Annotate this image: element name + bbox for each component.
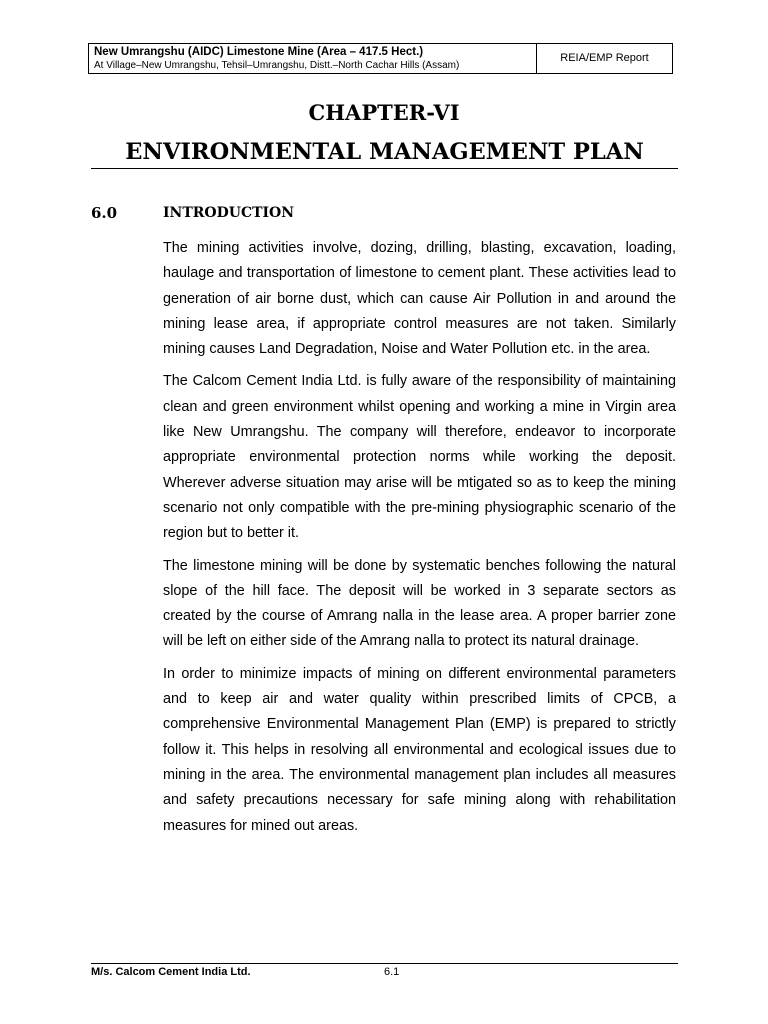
title-divider bbox=[91, 168, 678, 169]
chapter-label: CHAPTER-VI bbox=[308, 100, 460, 125]
paragraph: The mining activities involve, dozing, drilling, blasting, excavation, loading, haulage and transportation of limestone to cement plant. These activities lead to generation of air borne dust, which can cause Air Pollution in and around the mining lease area, if appropriate control measures are not taken. Similarly mining causes Land Degradation, Noise and Water Pollution etc. in the area. bbox=[163, 240, 676, 358]
section-body bbox=[163, 236, 676, 846]
chapter-title: ENVIRONMENTAL MANAGEMENT PLAN bbox=[125, 139, 644, 165]
header-report-label: REIA/EMP Report bbox=[560, 52, 649, 64]
paragraph: The Calcom Cement India Ltd. is fully aware of the responsibility of maintaining clean and green environment whilst opening and working a mine in Virgin area like New Umrangshu. The company will therefore, endeavor to incorporate appropriate environmental protection norms while working the deposit. Wherever adverse situation may arise will be mtigated so as to keep the mining scenario not only compatible with the pre-mining physiographic scenario of the region but to better it. bbox=[163, 373, 676, 542]
header-project-cell bbox=[89, 44, 537, 73]
section-number: 6.0 bbox=[91, 204, 118, 222]
paragraph: In order to minimize impacts of mining on different environmental parameters and to keep air and water quality within prescribed limits of CPCB, a comprehensive Environmental Management Plan (EMP) is prepared to strictly follow it. This helps in resolving all environmental and ecological issues due to mining in the area. The environmental management plan includes all measures and safety precautions necessary for safe mining along with rehabilitation measures for mined out areas. bbox=[163, 665, 676, 834]
footer-divider bbox=[91, 963, 678, 964]
header-project-title: New Umrangshu (AIDC) Limestone Mine (Area – 417.5 Hect.) bbox=[94, 46, 424, 58]
footer-company: M/s. Calcom Cement India Ltd. bbox=[91, 966, 251, 978]
footer-page-number: 6.1 bbox=[384, 966, 400, 978]
section-title: INTRODUCTION bbox=[163, 205, 295, 221]
header-project-location: At Village–New Umrangshu, Tehsil–Umrangshu, Distt.–North Cachar Hills (Assam) bbox=[94, 60, 460, 71]
paragraph: The limestone mining will be done by systematic benches following the natural slope of the hill face. The deposit will be worked in 3 separate sectors as created by the course of Amrang nalla in the lease area. A proper barrier zone will be left on either side of the Amrang nalla to protect its natural drainage. bbox=[163, 557, 676, 650]
page-header bbox=[88, 43, 673, 74]
header-report-cell bbox=[537, 44, 672, 73]
